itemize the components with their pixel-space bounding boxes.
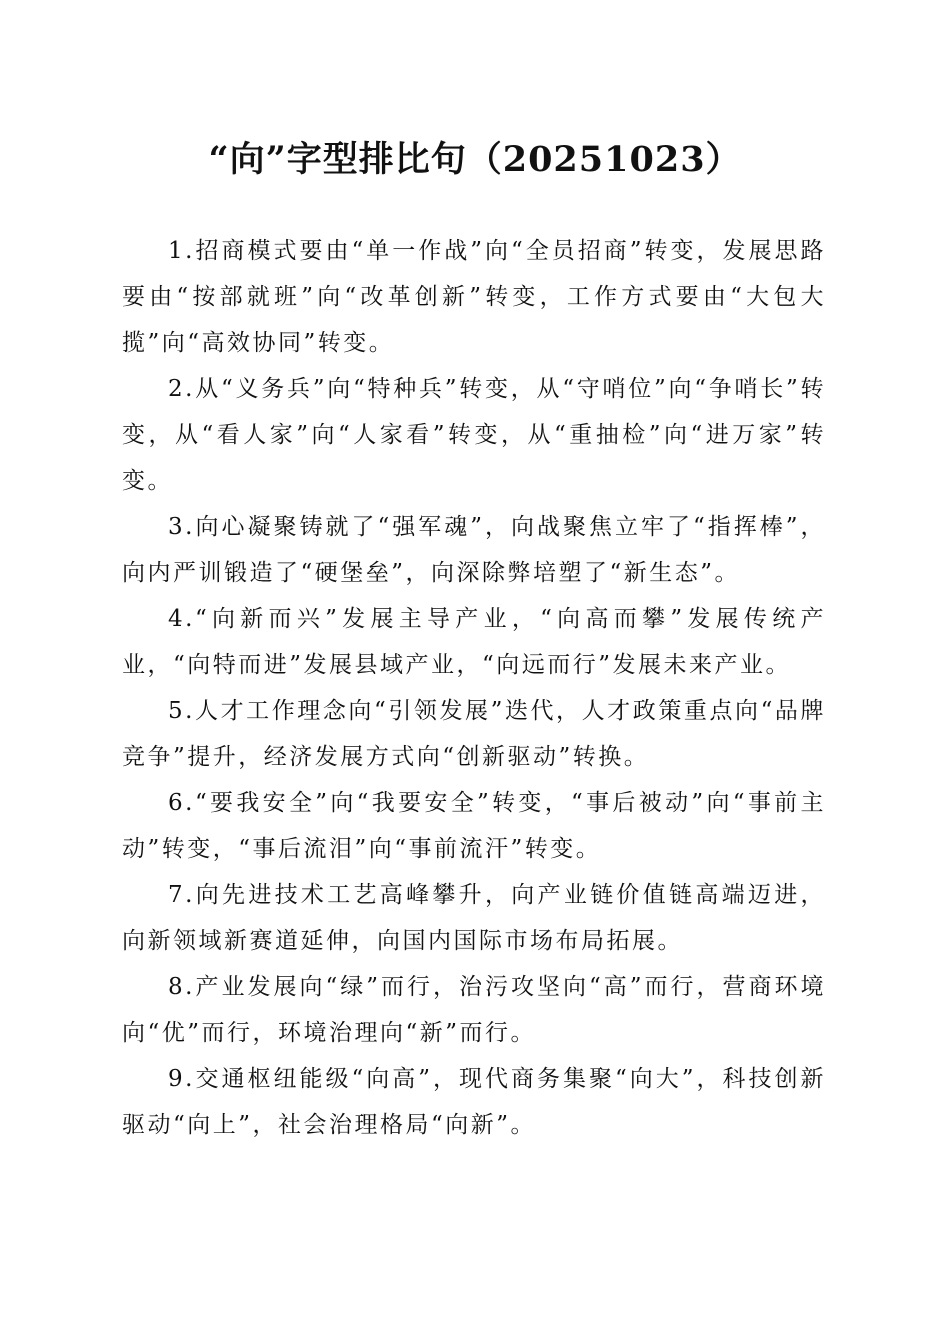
paragraph-6: 6.“要我安全”向“我要安全”转变，“事后被动”向“事前主动”转变，“事后流泪”向“事前流汗”转变。 xyxy=(122,790,826,862)
paragraph-8: 8.产业发展向“绿”而行，治污攻坚向“高”而行，营商环境向“优”而行，环境治理向“新”而行。 xyxy=(122,974,826,1046)
paragraph-7: 7.向先进技术工艺高峰攀升，向产业链价值链高端迈进，向新领域新赛道延伸，向国内国际市场布局拓展。 xyxy=(122,882,826,954)
document-title: “向”字型排比句（20251023） xyxy=(208,139,742,180)
paragraph-2: 2.从“义务兵”向“特种兵”转变，从“守哨位”向“争哨长”转变，从“看人家”向“人家看”转变，从“重抽检”向“进万家”转变。 xyxy=(122,376,826,494)
paragraph-1: 1.招商模式要由“单一作战”向“全员招商”转变，发展思路要由“按部就班”向“改革创新”转变，工作方式要由“大包大揽”向“高效协同”转变。 xyxy=(122,238,826,356)
paragraph-9: 9.交通枢纽能级“向高”，现代商务集聚“向大”，科技创新驱动“向上”，社会治理格局“向新”。 xyxy=(122,1066,826,1138)
paragraph-3: 3.向心凝聚铸就了“强军魂”，向战聚焦立牢了“指挥棒”，向内严训锻造了“硬堡垒”，向深除弊培塑了“新生态”。 xyxy=(122,514,826,586)
paragraph-4: 4.“向新而兴”发展主导产业，“向高而攀”发展传统产业，“向特而进”发展县域产业，“向远而行”发展未来产业。 xyxy=(122,606,826,678)
document-body xyxy=(122,228,826,1148)
paragraph-5: 5.人才工作理念向“引领发展”迭代，人才政策重点向“品牌竞争”提升，经济发展方式向“创新驱动”转换。 xyxy=(122,698,826,770)
